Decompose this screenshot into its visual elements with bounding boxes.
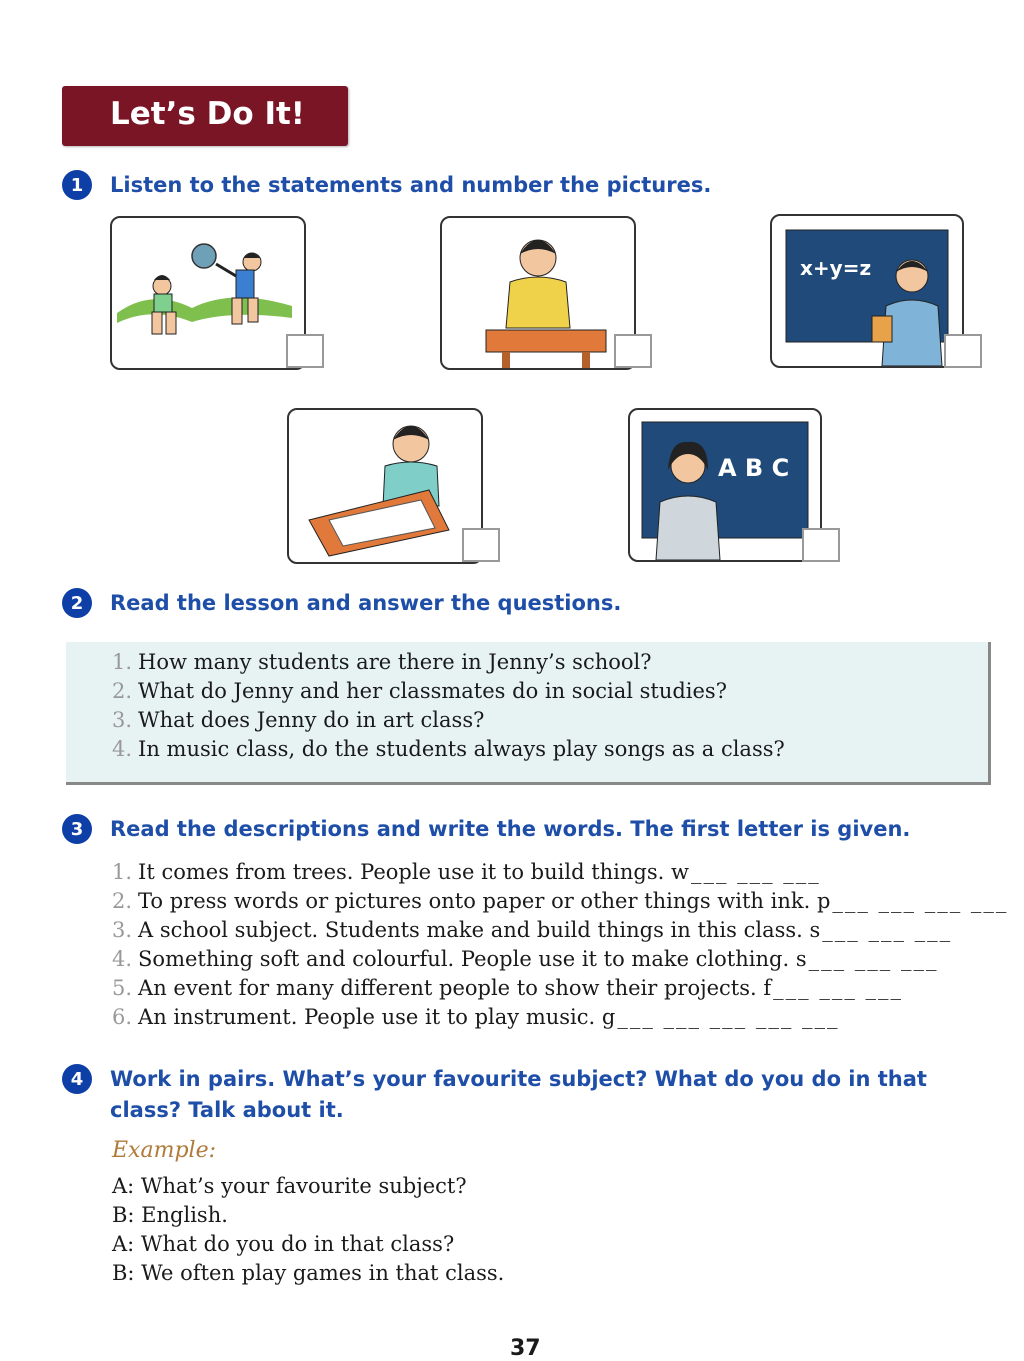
exercise-2-title: Read the lesson and answer the questions. [110,591,622,615]
exercise-4-number: 4 [62,1064,92,1094]
questions-box [66,642,991,785]
boy-woodwork-illustration [442,218,634,368]
picture-english-teacher [628,408,822,562]
exercise-4-title: Work in pairs. What’s your favourite subject? What do you do in that class? Talk about it. [110,1067,927,1122]
answer-blank-3[interactable]: s___ ___ ___ [809,918,953,942]
picture-boy-at-desk [440,216,636,370]
picture-kids-playing-ball [110,216,306,370]
answer-blank-6[interactable]: g___ ___ ___ ___ ___ [601,1005,840,1029]
example-label: Example: [112,1138,216,1163]
number-box-2[interactable] [614,334,652,368]
question-4: 4. In music class, do the students always play songs as a class? [112,737,785,761]
page-number: 37 [510,1336,541,1361]
number-box-3[interactable] [944,334,982,368]
kids-playing-illustration [112,218,304,368]
description-6: 6. An instrument. People use it to play music. g___ ___ ___ ___ ___ [112,1005,840,1029]
banner-title: Let’s Do It! [110,96,305,132]
question-3: 3. What does Jenny do in art class? [112,708,485,732]
description-4: 4. Something soft and colourful. People use it to make clothing. s___ ___ ___ [112,947,939,971]
number-box-4[interactable] [462,528,500,562]
number-box-1[interactable] [286,334,324,368]
description-2: 2. To press words or pictures onto paper or other things with ink. p___ ___ ___ ___ [112,889,1009,913]
answer-blank-1[interactable]: w___ ___ ___ [670,860,821,884]
exercise-3-title: Read the descriptions and write the words. The first letter is given. [110,817,911,841]
description-5: 5. An event for many different people to show their projects. f___ ___ ___ [112,976,903,1000]
description-3: 3. A school subject. Students make and build things in this class. s___ ___ ___ [112,918,953,942]
dialogue-line-1: A: What’s your favourite subject? [112,1174,467,1198]
exercise-4-heading [62,1064,927,1126]
question-2: 2. What do Jenny and her classmates do in social studies? [112,679,727,703]
exercise-1-title: Listen to the statements and number the pictures. [110,173,712,197]
exercise-3-heading [62,814,910,845]
answer-blank-4[interactable]: s___ ___ ___ [795,947,939,971]
math-teacher-illustration [772,216,962,366]
description-1: 1. It comes from trees. People use it to build things. w___ ___ ___ [112,860,821,884]
answer-blank-5[interactable]: f___ ___ ___ [763,976,903,1000]
number-box-5[interactable] [802,528,840,562]
question-1: 1. How many students are there in Jenny’s school? [112,650,652,674]
exercise-2-heading [62,588,621,619]
picture-math-teacher [770,214,964,368]
exercise-2-number: 2 [62,588,92,618]
section-banner [62,86,348,146]
boy-drawing-illustration [289,410,481,562]
dialogue-line-4: B: We often play games in that class. [112,1261,505,1285]
dialogue-line-3: A: What do you do in that class? [112,1232,455,1256]
exercise-1-heading [62,170,711,201]
exercise-3-number: 3 [62,814,92,844]
abc-board-text: A B C [718,454,790,482]
math-board-text: x+y=z [800,256,872,280]
answer-blank-2[interactable]: p___ ___ ___ ___ [816,889,1009,913]
picture-boy-drawing [287,408,483,564]
english-teacher-illustration [630,410,820,560]
dialogue-line-2: B: English. [112,1203,228,1227]
exercise-1-number: 1 [62,170,92,200]
